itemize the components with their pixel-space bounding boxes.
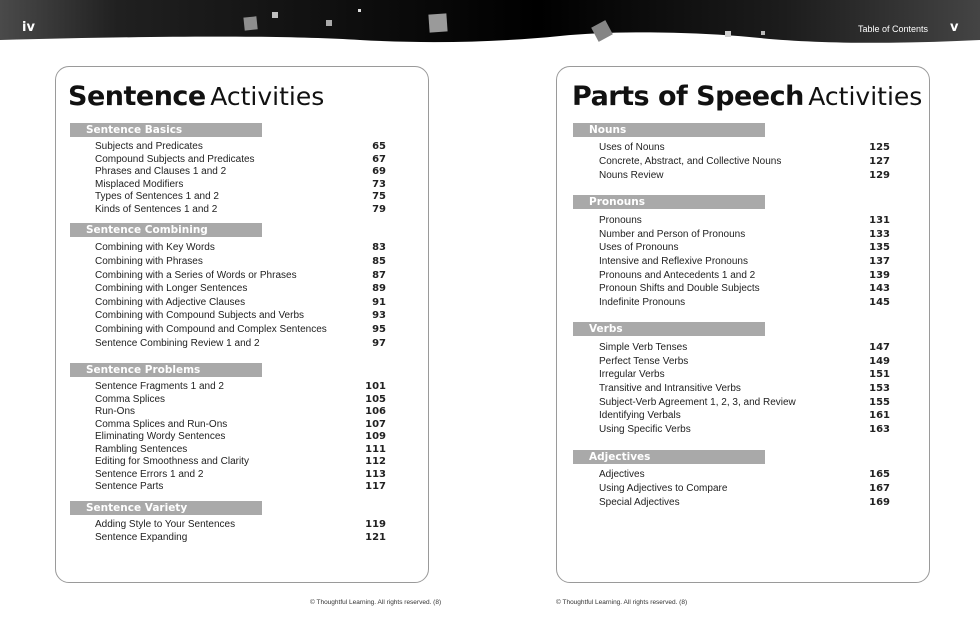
section-heading-nouns: Nouns [573,123,765,137]
toc-entry[interactable] [95,323,386,336]
entry-title: Sentence Parts [95,481,164,492]
entry-page: 137 [869,256,890,267]
entry-page: 135 [869,242,890,253]
toc-entry[interactable] [95,140,386,153]
toc-entry[interactable] [599,269,890,282]
section-heading-sentence-basics: Sentence Basics [70,123,262,137]
entry-page: 151 [869,369,890,380]
entry-page: 155 [869,396,890,408]
entry-title: Irregular Verbs [599,369,665,380]
entry-title: Special Adjectives [599,496,680,508]
toc-entry[interactable] [599,423,890,436]
entry-page: 107 [365,418,386,430]
toc-entry[interactable] [95,468,386,481]
toc-entry[interactable] [95,531,386,544]
entry-title: Uses of Pronouns [599,242,679,253]
entry-page: 111 [365,443,386,455]
sentence-activities-panel [55,66,429,583]
title-light: Activities [210,82,325,111]
entry-title: Pronouns [599,215,642,226]
toc-entry[interactable] [599,368,890,381]
toc-entry[interactable] [599,255,890,268]
entry-page: 147 [869,342,890,353]
toc-entry[interactable] [95,480,386,493]
entry-title: Subject-Verb Agreement 1, 2, 3, and Review [599,396,796,408]
toc-entry[interactable] [599,355,890,368]
entry-title: Number and Person of Pronouns [599,228,746,240]
toc-entry[interactable] [95,165,386,178]
title-bold: Parts of Speech [572,81,804,112]
toc-entry[interactable] [599,214,890,227]
entry-page: 143 [869,283,890,294]
entry-title: Subjects and Predicates [95,141,203,152]
toc-entry[interactable] [599,409,890,422]
entry-title: Combining with Compound Subjects and Verbs [95,310,305,321]
right-page-number: v [950,20,959,35]
toc-entry[interactable] [599,241,890,254]
entry-page: 83 [372,242,386,253]
entry-title: Concrete, Abstract, and Collective Nouns [599,156,782,167]
entry-title: Misplaced Modifiers [95,178,184,190]
section-heading-sentence-problems: Sentence Problems [70,363,262,377]
toc-entry[interactable] [599,468,890,481]
title-bold: Sentence [68,81,206,112]
entry-title: Using Specific Verbs [599,423,691,435]
toc-entry[interactable] [599,296,890,309]
entry-title: Rambling Sentences [95,443,188,455]
entry-title: Pronoun Shifts and Double Subjects [599,283,760,294]
toc-entry[interactable] [95,241,386,254]
entry-page: 129 [869,169,890,181]
entry-title: Sentence Errors 1 and 2 [95,468,204,480]
toc-entry[interactable] [95,255,386,268]
entry-title: Comma Splices and Run-Ons [95,418,228,430]
entry-page: 106 [365,406,386,417]
entry-title: Adjectives [599,469,645,480]
toc-entry[interactable] [95,203,386,216]
entry-page: 169 [869,496,890,508]
toc-entry[interactable] [599,141,890,154]
toc-entry[interactable] [95,455,386,468]
entry-title: Pronouns and Antecedents 1 and 2 [599,269,756,281]
left-page-number: iv [22,20,35,35]
entry-page: 85 [372,256,386,267]
entry-page: 65 [372,141,386,152]
entry-page: 91 [372,296,386,308]
entry-page: 145 [869,296,890,308]
entry-title: Run-Ons [95,406,136,417]
entry-title: Combining with Longer Sentences [95,283,248,294]
entry-page: 163 [869,423,890,435]
entry-page: 165 [869,469,890,480]
entry-page: 67 [372,153,386,165]
toc-entry[interactable] [95,282,386,295]
toc-entry[interactable] [599,482,890,495]
title-light: Activities [808,82,923,111]
entry-page: 119 [365,519,386,530]
entry-page: 112 [365,456,386,467]
toc-entry[interactable] [95,418,386,431]
toc-entry[interactable] [95,309,386,322]
entry-page: 121 [365,531,386,543]
toc-entry[interactable] [95,430,386,443]
toc-entry[interactable] [599,496,890,509]
entry-title: Adding Style to Your Sentences [95,519,236,530]
entry-title: Sentence Combining Review 1 and 2 [95,337,260,349]
entry-page: 133 [869,228,890,240]
toc-entry[interactable] [599,282,890,295]
entry-page: 127 [869,156,890,167]
entry-title: Transitive and Intransitive Verbs [599,383,741,394]
entry-title: Identifying Verbals [599,410,681,421]
header-banner [0,0,980,48]
entry-title: Combining with Key Words [95,242,215,253]
entry-title: Nouns Review [599,169,664,181]
toc-entry[interactable] [599,228,890,241]
entry-title: Using Adjectives to Compare [599,483,728,494]
entry-page: 131 [869,215,890,226]
entry-title: Perfect Tense Verbs [599,355,689,367]
toc-entry[interactable] [95,518,386,531]
entry-page: 93 [372,310,386,321]
entry-page: 167 [869,483,890,494]
entry-title: Phrases and Clauses 1 and 2 [95,166,227,177]
parts-of-speech-activities-panel [556,66,930,583]
entry-title: Combining with Compound and Complex Sentences [95,323,327,335]
entry-title: Compound Subjects and Predicates [95,153,255,165]
entry-page: 75 [372,191,386,202]
entry-title: Types of Sentences 1 and 2 [95,191,219,202]
panel-title [68,81,324,112]
toc-entry[interactable] [95,337,386,350]
entry-title: Uses of Nouns [599,142,665,153]
toc-entry[interactable] [95,269,386,282]
section-heading-sentence-variety: Sentence Variety [70,501,262,515]
entry-title: Intensive and Reflexive Pronouns [599,256,748,267]
toc-entry[interactable] [95,405,386,418]
entry-page: 105 [365,393,386,405]
entry-page: 153 [869,383,890,394]
section-heading-adjectives: Adjectives [573,450,765,464]
entry-title: Comma Splices [95,393,166,405]
entry-title: Indefinite Pronouns [599,296,686,308]
section-heading-verbs: Verbs [573,322,765,336]
toc-entry[interactable] [95,190,386,203]
entry-page: 149 [869,355,890,367]
entry-title: Sentence Expanding [95,531,188,543]
entry-title: Editing for Smoothness and Clarity [95,456,249,467]
toc-entry[interactable] [95,178,386,191]
toc-entry[interactable] [599,155,890,168]
entry-title: Simple Verb Tenses [599,342,688,353]
entry-title: Kinds of Sentences 1 and 2 [95,203,218,215]
panel-title [572,81,922,112]
entry-page: 117 [365,481,386,492]
toc-entry[interactable] [599,382,890,395]
entry-title: Combining with a Series of Words or Phrases [95,269,297,281]
entry-title: Sentence Fragments 1 and 2 [95,381,224,392]
toc-entry[interactable] [95,296,386,309]
entry-page: 97 [372,337,386,349]
copyright-footer-right: © Thoughtful Learning. All rights reserved. (8) [556,599,688,606]
section-heading-pronouns: Pronouns [573,195,765,209]
entry-page: 95 [372,323,386,335]
entry-page: 139 [869,269,890,281]
entry-page: 109 [365,431,386,442]
section-heading-sentence-combining: Sentence Combining [70,223,262,237]
entry-title: Combining with Adjective Clauses [95,296,246,308]
entry-title: Eliminating Wordy Sentences [95,431,226,442]
toc-entry[interactable] [95,393,386,406]
entry-title: Combining with Phrases [95,256,203,267]
toc-entry[interactable] [599,169,890,182]
entry-page: 125 [869,142,890,153]
toc-entry[interactable] [599,341,890,354]
entry-page: 161 [869,410,890,421]
toc-entry[interactable] [95,443,386,456]
copyright-footer-left: © Thoughtful Learning. All rights reserved. (8) [310,599,442,606]
entry-page: 87 [372,269,386,281]
entry-page: 79 [372,203,386,215]
entry-page: 69 [372,166,386,177]
entry-page: 113 [365,468,386,480]
toc-entry[interactable] [95,153,386,166]
entry-page: 89 [372,283,386,294]
table-of-contents-label: Table of Contents [858,24,929,34]
entry-page: 101 [365,381,386,392]
entry-page: 73 [372,178,386,190]
toc-entry[interactable] [599,396,890,409]
toc-entry[interactable] [95,380,386,393]
